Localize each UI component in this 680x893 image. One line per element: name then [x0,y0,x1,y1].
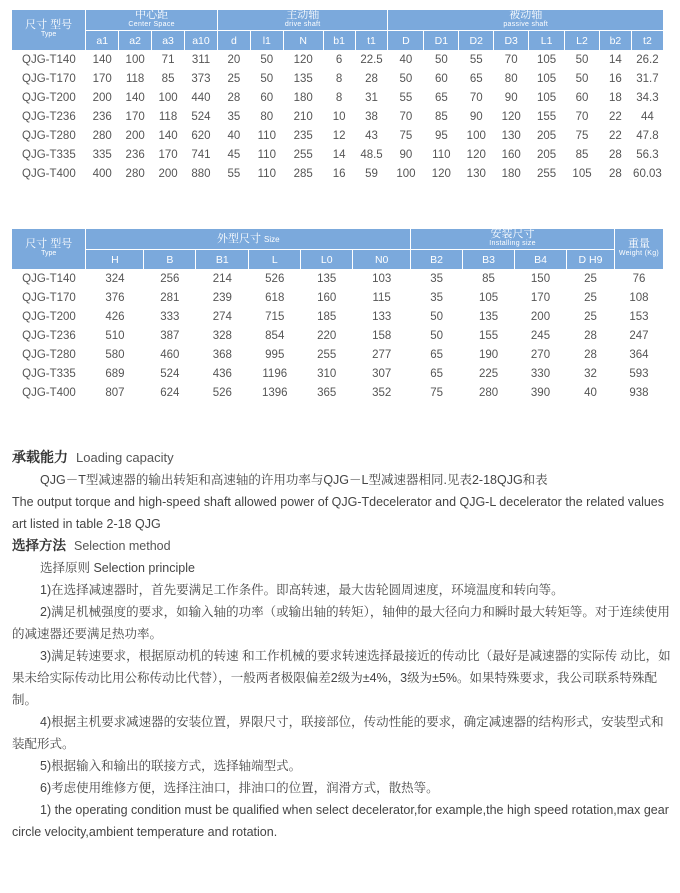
value-cell: 108 [614,288,663,307]
column-header: D H9 [566,250,614,270]
value-cell: 150 [530,272,551,285]
column-header: N0 [353,250,411,270]
table-row [12,50,664,69]
value-cell: 105 [463,288,515,307]
value-cell: 440 [191,91,211,104]
value-cell: 105 [572,167,592,180]
value-cell: 593 [614,364,663,383]
value-cell: 85 [152,69,185,88]
value-cell: 6 [335,53,343,66]
value-cell: 90 [388,145,424,164]
value-cell: 330 [515,364,567,383]
loading-capacity-heading: 承载能力 Loading capacity [12,449,174,465]
group-size: 外型尺寸 Size [86,229,411,250]
group-passive-shaft: 被动轴 passive shaft [388,10,664,31]
value-cell: 200 [530,310,551,323]
value-cell: 110 [424,145,459,164]
column-header: D3 [494,31,529,51]
value-cell: 28 [227,91,241,104]
column-header: L2 [565,31,600,51]
table-row [12,88,664,107]
value-cell: 376 [86,288,144,307]
type-header: 尺寸 型号 Type [12,10,86,50]
value-cell: 50 [260,53,274,66]
type-cell: QJG-T400 [22,167,76,180]
value-cell: 35 [411,288,463,307]
column-header: B3 [463,250,515,270]
value-cell: 190 [478,348,499,361]
value-cell: 155 [529,107,565,126]
column-header-row [12,250,664,270]
table-row [12,307,664,326]
value-cell: 60.03 [633,167,662,180]
column-header: a2 [119,31,152,51]
selection-item: 3)满足转速要求，根据原动机的转速 和工作机械的要求转速选择最接近的传动比（最好是减速器的实际传 动比，如果未给实际传动比用公称传动比代替），一般两者极限偏差2级为±4%，3级为±5%。如果特殊要求，我公司联系特殊配制。 [12,649,671,707]
value-cell: 270 [530,348,551,361]
value-cell: 75 [399,129,413,142]
value-cell: 14 [323,145,355,164]
value-cell: 140 [92,53,112,66]
column-header: L0 [301,250,353,270]
value-cell: 133 [372,310,392,323]
table-row [12,126,664,145]
selection-item: 1)在选择减速器时，首先要满足工作条件。即高转速，最大齿轮圆周速度，环境温度和转向等。 [40,583,564,597]
value-cell: 70 [504,53,518,66]
value-cell: 40 [227,129,241,142]
column-header-row [12,31,664,51]
value-cell: 255 [283,145,323,164]
value-cell: 20 [227,53,241,66]
column-header: L [249,250,301,270]
selection-principle: 选择原则 Selection principle [40,561,195,575]
value-cell: 236 [119,145,152,164]
value-cell: 8 [323,69,355,88]
value-cell: 43 [365,129,378,142]
value-cell: 31.7 [631,69,663,88]
value-cell: 90 [459,107,494,126]
type-header: 尺寸 型号 Type [12,229,86,269]
value-cell: 160 [494,145,529,164]
group-center-space: 中心距 Center Space [86,10,218,31]
value-cell: 28 [355,69,388,88]
column-header: b2 [599,31,631,51]
value-cell: 16 [332,167,346,180]
value-cell: 200 [92,91,112,104]
value-cell: 689 [86,364,144,383]
value-cell: 328 [196,326,249,345]
spec-table-size [12,229,664,402]
value-cell: 170 [119,107,152,126]
value-cell: 60 [575,91,589,104]
table-row [12,383,664,402]
value-cell: 80 [494,69,529,88]
table-row [12,69,664,88]
type-cell: QJG-T335 [12,145,86,164]
value-cell: 307 [353,364,411,383]
value-cell: 25 [584,272,597,285]
value-cell: 1396 [261,386,288,399]
value-cell: 324 [105,272,125,285]
column-header: t2 [631,31,663,51]
value-cell: 180 [293,91,313,104]
value-cell: 110 [257,167,276,180]
value-cell: 22 [609,129,622,142]
value-cell: 205 [529,145,565,164]
value-cell: 50 [430,310,443,323]
value-cell: 120 [494,107,529,126]
value-cell: 130 [466,167,486,180]
loading-capacity-text-en: The output torque and high-speed shaft allowed power of QJG-Tdecelerator and QJG-L decelerator the related values art listed in table 2-18 QJG [12,495,664,531]
value-cell: 170 [515,288,567,307]
value-cell: 50 [565,69,600,88]
value-cell: 247 [614,326,663,345]
value-cell: 526 [212,386,232,399]
type-cell: QJG-T236 [12,326,86,345]
column-header: N [283,31,323,51]
group-weight: 重量 Weight (Kg) [614,229,663,269]
value-cell: 245 [515,326,567,345]
value-cell: 40 [399,53,413,66]
value-cell: 220 [301,326,353,345]
value-cell: 50 [434,53,448,66]
value-cell: 715 [265,310,285,323]
value-cell: 59 [365,167,378,180]
value-cell: 277 [372,348,392,361]
value-cell: 620 [191,129,211,142]
value-cell: 120 [431,167,451,180]
column-header: B [144,250,196,270]
value-cell: 12 [332,129,346,142]
value-cell: 390 [530,386,551,399]
value-cell: 210 [283,107,323,126]
value-cell: 48.5 [355,145,388,164]
value-cell: 510 [86,326,144,345]
value-cell: 153 [629,310,649,323]
value-cell: 140 [158,129,178,142]
column-header: a10 [185,31,218,51]
selection-item: 2)满足机械强度的要求，如输入轴的功率（或输出轴的转矩），轴伸的最大径向力和瞬时最大转矩等。对于连续使用的减速器还要满足热功率。 [12,605,670,641]
column-header: L1 [529,31,565,51]
column-header: D2 [459,31,494,51]
value-cell: 60 [424,69,459,88]
table-row [12,288,664,307]
value-cell: 56.3 [631,145,663,164]
value-cell: 365 [317,386,337,399]
table-row [12,145,664,164]
value-cell: 110 [250,145,283,164]
value-cell: 236 [86,107,119,126]
type-cell: QJG-T200 [22,91,76,104]
value-cell: 90 [504,91,518,104]
value-cell: 274 [212,310,232,323]
value-cell: 26.2 [636,53,659,66]
value-cell: 255 [537,167,557,180]
table-row [12,164,664,183]
type-cell: QJG-T280 [22,348,76,361]
type-cell: QJG-T140 [22,272,76,285]
value-cell: 40 [584,386,597,399]
value-cell: 105 [537,53,557,66]
type-cell: QJG-T400 [22,386,76,399]
value-cell: 47.8 [636,129,659,142]
value-cell: 180 [501,167,521,180]
value-cell: 854 [249,326,301,345]
column-header: b1 [323,31,355,51]
value-cell: 155 [463,326,515,345]
value-cell: 25 [566,288,614,307]
value-cell: 281 [144,288,196,307]
value-cell: 45 [217,145,250,164]
value-cell: 50 [411,326,463,345]
value-cell: 65 [411,364,463,383]
column-header: D [388,31,424,51]
value-cell: 28 [566,326,614,345]
value-cell: 995 [265,348,285,361]
value-cell: 28 [584,348,597,361]
type-cell: QJG-T335 [12,364,86,383]
type-cell: QJG-T170 [12,288,86,307]
value-cell: 225 [463,364,515,383]
value-cell: 75 [575,129,589,142]
value-cell: 65 [430,348,443,361]
type-cell: QJG-T236 [12,107,86,126]
value-cell: 16 [599,69,631,88]
type-cell: QJG-T170 [12,69,86,88]
value-cell: 8 [335,91,343,104]
value-cell: 80 [250,107,283,126]
value-cell: 624 [160,386,180,399]
value-cell: 55 [399,91,413,104]
value-cell: 44 [631,107,663,126]
value-cell: 373 [185,69,218,88]
value-cell: 118 [152,107,185,126]
value-cell: 618 [249,288,301,307]
value-cell: 310 [301,364,353,383]
table-row [12,326,664,345]
value-cell: 65 [434,91,448,104]
value-cell: 100 [396,167,416,180]
value-cell: 50 [575,53,589,66]
value-cell: 35 [217,107,250,126]
value-cell: 280 [478,386,499,399]
value-cell: 100 [125,53,145,66]
column-header: B1 [196,250,249,270]
value-cell: 14 [609,53,622,66]
column-header: B4 [515,250,567,270]
value-cell: 22 [599,107,631,126]
value-cell: 103 [372,272,392,285]
value-cell: 100 [158,91,178,104]
value-cell: 205 [537,129,557,142]
text-body [12,446,672,843]
value-cell: 256 [160,272,180,285]
value-cell: 580 [105,348,125,361]
selection-method-heading: 选择方法 Selection method [12,538,171,553]
table-row [12,107,664,126]
value-cell: 160 [301,288,353,307]
value-cell: 75 [430,386,443,399]
value-cell: 34.3 [636,91,659,104]
value-cell: 28 [599,145,631,164]
column-header: H [86,250,144,270]
value-cell: 426 [105,310,125,323]
column-header: l1 [250,31,283,51]
table-row [12,345,664,364]
value-cell: 76 [632,272,646,285]
value-cell: 71 [161,53,175,66]
value-cell: 135 [317,272,337,285]
value-cell: 526 [265,272,285,285]
value-cell: 28 [609,167,622,180]
value-cell: 460 [160,348,180,361]
value-cell: 200 [158,167,178,180]
value-cell: 50 [250,69,283,88]
value-cell: 185 [317,310,337,323]
value-cell: 120 [459,145,494,164]
value-cell: 135 [478,310,499,323]
value-cell: 807 [105,386,125,399]
value-cell: 387 [144,326,196,345]
value-cell: 311 [191,53,211,66]
value-cell: 1196 [249,364,301,383]
value-cell: 135 [283,69,323,88]
value-cell: 280 [125,167,145,180]
column-header: a3 [152,31,185,51]
value-cell: 352 [372,386,392,399]
selection-item: 6)考虑使用维修方便，选择注油口，排油口的位置，润滑方式，散热等。 [40,781,439,795]
selection-item: 4)根据主机要求减速器的安装位置，界限尺寸，联接部位，传动性能的要求，确定减速器的结构形式，安装型式和装配形式。 [12,715,664,751]
value-cell: 85 [565,145,600,164]
value-cell: 70 [388,107,424,126]
value-cell: 400 [92,167,112,180]
value-cell: 18 [609,91,622,104]
group-drive-shaft: 主动轴 drive shaft [217,10,388,31]
value-cell: 333 [160,310,180,323]
value-cell: 120 [293,53,313,66]
value-cell: 35 [430,272,443,285]
spec-table-shaft [12,10,664,183]
value-cell: 115 [353,288,411,307]
value-cell: 524 [185,107,218,126]
value-cell: 105 [529,69,565,88]
type-cell: QJG-T280 [22,129,76,142]
value-cell: 335 [86,145,119,164]
column-header: t1 [355,31,388,51]
value-cell: 239 [196,288,249,307]
value-cell: 50 [388,69,424,88]
value-cell: 938 [629,386,649,399]
value-cell: 158 [353,326,411,345]
value-cell: 368 [212,348,232,361]
value-cell: 85 [424,107,459,126]
type-cell: QJG-T200 [22,310,76,323]
value-cell: 118 [119,69,152,88]
value-cell: 140 [125,91,145,104]
value-cell: 70 [469,91,483,104]
group-installing-size: 安装尺寸 Installing size [411,229,615,250]
type-cell: QJG-T140 [22,53,76,66]
value-cell: 130 [501,129,521,142]
value-cell: 85 [482,272,495,285]
table-row [12,364,664,383]
value-cell: 10 [323,107,355,126]
value-cell: 170 [152,145,185,164]
value-cell: 110 [257,129,276,142]
value-cell: 436 [196,364,249,383]
value-cell: 25 [584,310,597,323]
value-cell: 280 [92,129,112,142]
selection-item: 5)根据输入和输出的联接方式，选择轴端型式。 [40,759,302,773]
column-header: B2 [411,250,463,270]
value-cell: 524 [144,364,196,383]
loading-capacity-text-cn: QJG－T型减速器的输出转矩和高速轴的许用功率与QJG－L型减速器相同.见表2-18QJG和表 [40,473,548,487]
value-cell: 100 [466,129,486,142]
value-cell: 55 [469,53,483,66]
value-cell: 200 [125,129,145,142]
value-cell: 32 [566,364,614,383]
column-header: a1 [86,31,119,51]
selection-item-en: 1) the operating condition must be qualified when select decelerator,for example,the high speed rotation,max gear circle velocity,ambient temperature and rotation. [12,803,669,839]
value-cell: 22.5 [360,53,383,66]
table-row [12,269,664,288]
value-cell: 880 [191,167,211,180]
value-cell: 95 [434,129,448,142]
value-cell: 60 [260,91,274,104]
value-cell: 38 [355,107,388,126]
value-cell: 65 [459,69,494,88]
value-cell: 214 [212,272,232,285]
value-cell: 55 [227,167,241,180]
value-cell: 255 [317,348,337,361]
column-header: D1 [424,31,459,51]
value-cell: 170 [86,69,119,88]
column-header: d [217,31,250,51]
value-cell: 235 [293,129,313,142]
value-cell: 105 [537,91,557,104]
value-cell: 285 [293,167,313,180]
value-cell: 364 [629,348,649,361]
value-cell: 25 [217,69,250,88]
value-cell: 70 [565,107,600,126]
value-cell: 31 [365,91,378,104]
value-cell: 741 [185,145,218,164]
